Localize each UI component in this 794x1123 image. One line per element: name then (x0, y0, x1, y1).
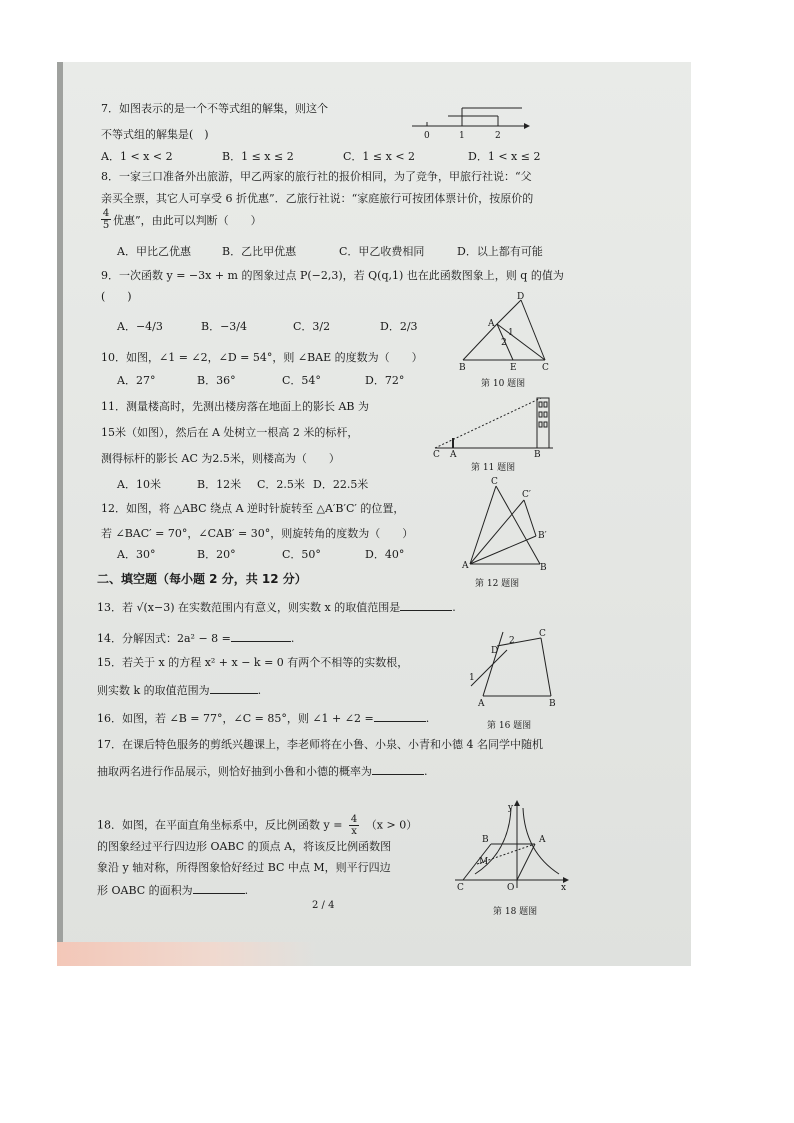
q9-option-a: A．−4/3 (117, 320, 163, 333)
q8-option-c: C．甲乙收费相同 (339, 245, 425, 258)
q7-axis-label-1: 1 (459, 131, 465, 141)
q9-line2: ( ) (101, 290, 132, 303)
q11-option-a: A．10米 (117, 478, 161, 491)
q16-label-c: C (539, 629, 546, 639)
q10-label-1: 1 (508, 328, 514, 338)
q18-label-c: C (457, 883, 464, 893)
q10-label-d: D (517, 292, 525, 302)
q18-text4: 形 OABC 的面积为 (97, 884, 193, 897)
q12-label-b-prime: B′ (538, 531, 547, 541)
q18-label-y: y (508, 803, 514, 813)
q18-frac-den: x (351, 826, 357, 837)
q12-option-c: C．50° (282, 548, 321, 561)
q10-line1: 10．如图，∠1 = ∠2，∠D = 54°，则 ∠BAE 的度数为（ ） (101, 351, 423, 364)
q14-line: 14．分解因式：2a² − 8 = . (97, 632, 295, 645)
q12-option-d: D．40° (365, 548, 405, 561)
q10-figure (457, 294, 552, 374)
q9-option-c: C．3/2 (293, 320, 331, 333)
q13-line: 13．若 √(x−3) 在实数范围内有意义，则实数 x 的取值范围是 . (97, 601, 456, 614)
q16-figure (467, 630, 563, 708)
q11-label-a: A (450, 450, 457, 460)
q10-label-e: E (510, 363, 517, 373)
q16-caption: 第 16 题图 (487, 721, 532, 731)
q7-number-line (412, 102, 532, 142)
q10-option-d: D．72° (365, 374, 405, 387)
q11-figure (433, 396, 558, 460)
q18-label-a: A (539, 835, 546, 845)
q11-line2: 15米（如图），然后在 A 处树立一根高 2 米的标杆， (101, 426, 359, 439)
q8-fraction (101, 208, 111, 231)
q18-fraction (349, 814, 359, 837)
q12-label-c-prime: C′ (522, 490, 531, 500)
q15-answer-blank[interactable] (210, 682, 258, 694)
q8-option-a: A．甲比乙优惠 (117, 245, 191, 258)
q11-label-b: B (534, 450, 541, 460)
sheet-edge-shadow (57, 62, 63, 966)
q9-line1: 9．一次函数 y = −3x + m 的图象过点 P(−2,3)，若 Q(q,1) 也在此函数图象上，则 q 的值为 (101, 269, 564, 282)
q12-label-a: A (462, 561, 469, 571)
q16-line: 16．如图，若 ∠B = 77°，∠C = 85°，则 ∠1 + ∠2 = . (97, 712, 430, 725)
q11-line3: 测得标杆的影长 AC 为2.5米，则楼高为（ ） (101, 452, 340, 465)
q16-label-d: D (491, 646, 499, 656)
q14-text: 14．分解因式：2a² − 8 = (97, 632, 231, 645)
q8-frac-den: 5 (102, 220, 110, 231)
q18-line4-wrap: 形 OABC 的面积为 . (97, 884, 249, 897)
q9-option-d: D．2/3 (380, 320, 418, 333)
q12-figure (462, 477, 552, 573)
q18-line2: 的图象经过平行四边形 OABC 的顶点 A，将该反比例函数图 (97, 840, 392, 853)
sheet-bottom-stain (57, 942, 317, 966)
q7-option-b: B．1 ≤ x ≤ 2 (222, 150, 294, 163)
q7-axis-label-0: 0 (424, 131, 430, 141)
q15-line2-wrap: 则实数 k 的取值范围为 . (97, 684, 262, 697)
section-fill-in-heading: 二、填空题（每小题 2 分，共 12 分） (97, 572, 307, 586)
q7-option-d: D．1 < x ≤ 2 (468, 150, 541, 163)
q18-caption: 第 18 题图 (493, 907, 538, 917)
q10-label-2: 2 (501, 338, 507, 348)
q18-label-b: B (482, 835, 489, 845)
q11-caption: 第 11 题图 (471, 463, 516, 473)
q11-option-c: C．2.5米 (257, 478, 305, 491)
q7-line1: 7．如图表示的是一个不等式组的解集，则这个 (101, 102, 328, 115)
q13-text: 13．若 √(x−3) 在实数范围内有意义，则实数 x 的取值范围是 (97, 601, 401, 614)
q12-label-c: C (491, 477, 498, 487)
q10-label-b: B (459, 363, 466, 373)
q18-label-x: x (561, 883, 567, 893)
q15-text2: 则实数 k 的取值范围为 (97, 684, 210, 697)
q16-label-1: 1 (469, 673, 475, 683)
q10-caption: 第 10 题图 (481, 379, 526, 389)
q10-option-a: A．27° (117, 374, 156, 387)
q7-line2: 不等式组的解集是( ) (101, 128, 209, 141)
q12-option-b: B．20° (197, 548, 236, 561)
q18-line1 (97, 814, 417, 837)
q18-frac-num: 4 (350, 814, 358, 825)
q16-label-b: B (549, 699, 556, 709)
q17-line2-wrap: 抽取两名进行作品展示，则恰好抽到小鲁和小德的概率为 . (97, 765, 428, 778)
q13-answer-blank[interactable] (400, 599, 452, 611)
q10-option-c: C．54° (282, 374, 321, 387)
q16-answer-blank[interactable] (374, 710, 426, 722)
q18-answer-blank[interactable] (193, 882, 245, 894)
q7-axis-label-2: 2 (495, 131, 501, 141)
q18-figure (455, 802, 570, 892)
q17-text2: 抽取两名进行作品展示，则恰好抽到小鲁和小德的概率为 (97, 765, 372, 778)
q9-option-b: B．−3/4 (201, 320, 248, 333)
q12-label-b: B (540, 563, 547, 573)
q16-label-a: A (478, 699, 485, 709)
q8-option-d: D．以上都有可能 (457, 245, 543, 258)
q18-label-o: O (507, 883, 515, 893)
q8-line3: 优惠”，由此可以判断（ ） (113, 214, 262, 227)
exam-sheet (57, 62, 691, 966)
q12-line2: 若 ∠BAC′ = 70°，∠CAB′ = 30°，则旋转角的度数为（ ） (101, 527, 414, 540)
q11-option-b: B．12米 (197, 478, 242, 491)
q8-frac-num: 4 (102, 208, 110, 219)
q18-label-m: M (479, 857, 489, 867)
q17-line1: 17．在课后特色服务的剪纸兴趣课上，李老师将在小鲁、小泉、小青和小德 4 名同学中随机 (97, 738, 543, 751)
page-number: 2 / 4 (312, 900, 335, 911)
q8-line1: 8．一家三口准备外出旅游，甲乙两家的旅行社的报价相同，为了竞争，甲旅行社说：“父 (101, 170, 532, 183)
q12-option-a: A．30° (117, 548, 156, 561)
q16-label-2: 2 (509, 636, 515, 646)
q11-line1: 11．测量楼高时，先测出楼房落在地面上的影长 AB 为 (101, 400, 370, 413)
q8-option-b: B．乙比甲优惠 (222, 245, 297, 258)
q18-text1a: 18．如图，在平面直角坐标系中，反比例函数 y = (97, 818, 343, 832)
q10-label-a: A (488, 319, 495, 329)
q18-line3: 象沿 y 轴对称，所得图象恰好经过 BC 中点 M，则平行四边 (97, 861, 391, 874)
q14-answer-blank[interactable] (231, 630, 291, 642)
q16-text: 16．如图，若 ∠B = 77°，∠C = 85°，则 ∠1 + ∠2 = (97, 712, 374, 725)
q8-line2: 亲买全票，其它人可享受 6 折优惠”．乙旅行社说：“家庭旅行可按团体票计价，按原价的 (101, 192, 534, 205)
q15-line1: 15．若关于 x 的方程 x² + x − k = 0 有两个不相等的实数根， (97, 656, 409, 669)
q11-label-c: C (433, 450, 440, 460)
q10-option-b: B．36° (197, 374, 236, 387)
q11-option-d: D．22.5米 (313, 478, 369, 491)
q7-option-a: A．1 < x < 2 (101, 150, 173, 163)
q7-option-c: C．1 ≤ x < 2 (343, 150, 416, 163)
q10-label-c: C (542, 363, 549, 373)
q12-caption: 第 12 题图 (475, 579, 520, 589)
q17-answer-blank[interactable] (372, 763, 424, 775)
q18-text1b: （x > 0） (365, 818, 418, 832)
q12-line1: 12．如图，将 △ABC 绕点 A 逆时针旋转至 △A′B′C′ 的位置， (101, 502, 405, 515)
